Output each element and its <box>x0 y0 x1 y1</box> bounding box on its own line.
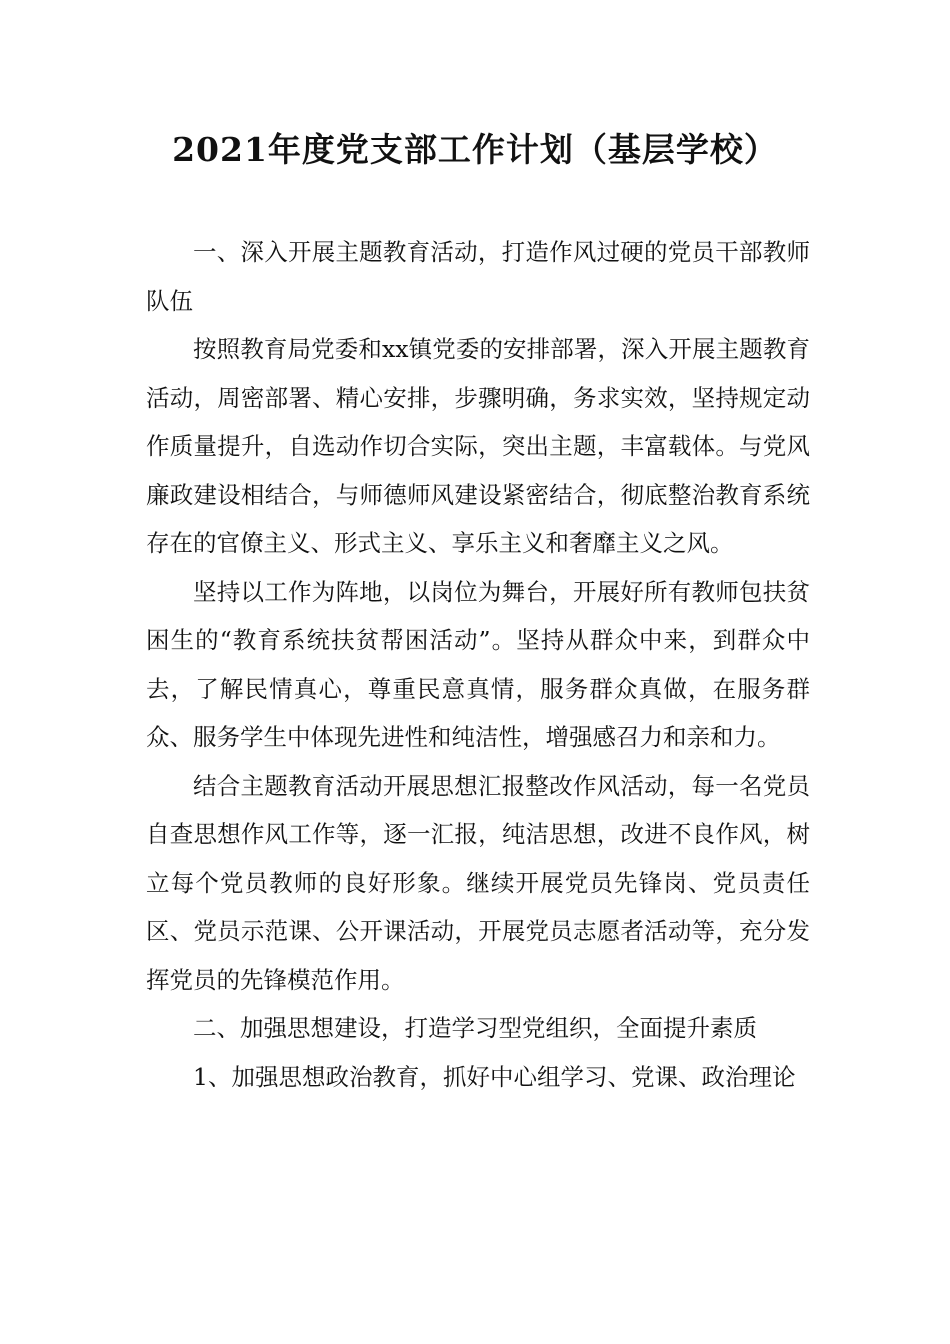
paragraph: 按照教育局党委和xx镇党委的安排部署，深入开展主题教育活动，周密部署、精心安排，步骤明确，务求实效，坚持规定动作质量提升，自选动作切合实际，突出主题，丰富载体。与党风廉政建设相结合，与师德师风建设紧密结合，彻底整治教育系统存在的官僚主义、形式主义、享乐主义和奢靡主义之风。 <box>146 335 810 557</box>
paragraph: 结合主题教育活动开展思想汇报整改作风活动，每一名党员自查思想作风工作等，逐一汇报，纯洁思想，改进不良作风，树立每个党员教师的良好形象。继续开展党员先锋岗、党员责任区、党员示范课、公开课活动，开展党员志愿者活动等，充分发挥党员的先锋模范作用。 <box>146 771 810 994</box>
document-title: 2021年度党支部工作计划（基层学校） <box>172 130 778 169</box>
paragraph: 坚持以工作为阵地，以岗位为舞台，开展好所有教师包扶贫困生的“教育系统扶贫帮困活动”。坚持从群众中来，到群众中去，了解民情真心，尊重民意真情，服务群众真做，在服务群众、服务学生中体现先进性和纯洁性，增强感召力和亲和力。 <box>146 577 810 751</box>
section-heading-2: 二、加强思想建设，打造学习型党组织，全面提升素质 <box>193 1014 757 1042</box>
section-heading-1: 一、深入开展主题教育活动，打造作风过硬的党员干部教师队伍 <box>146 238 810 315</box>
document-body <box>146 228 810 1101</box>
paragraph: 1、加强思想政治教育，抓好中心组学习、党课、政治理论 <box>193 1062 796 1091</box>
